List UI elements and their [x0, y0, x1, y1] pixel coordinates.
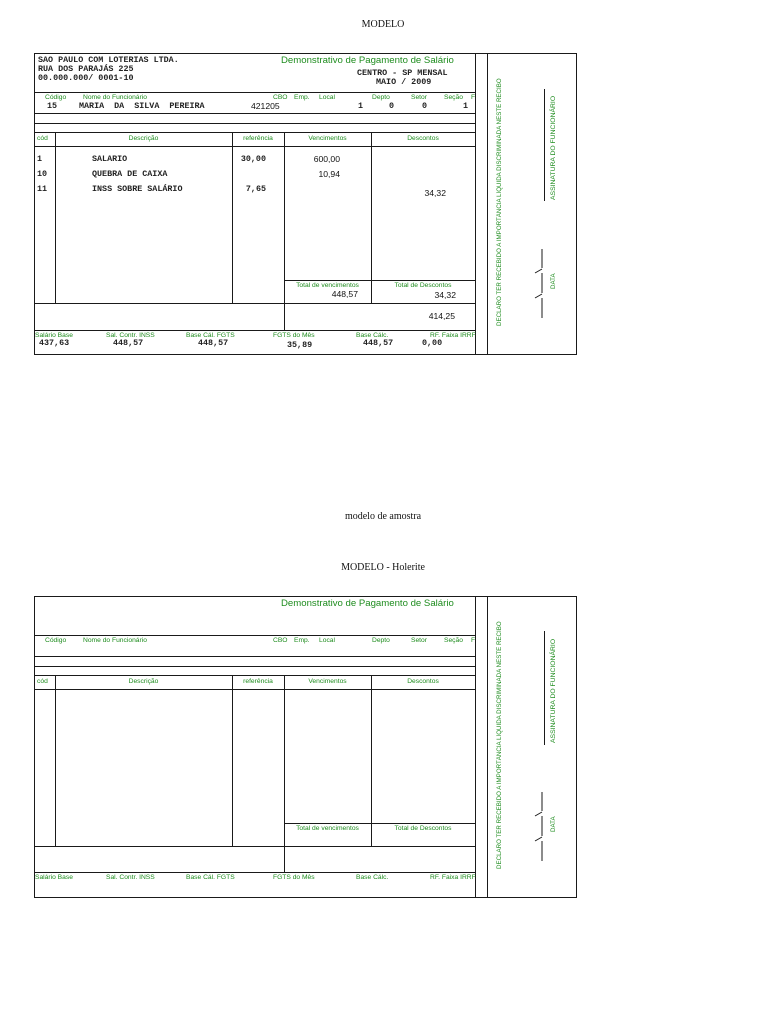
divider-line [35, 123, 475, 124]
label-codigo: Código [45, 637, 67, 644]
column-line [284, 675, 285, 872]
page-heading-second: MODELO - Holerite [341, 562, 425, 573]
label-salario-base: Salário Base [35, 874, 73, 881]
label-rf-faixa-irrf: RF. Faixa IRRF [430, 332, 476, 339]
employee-depto: 0 [389, 101, 395, 111]
item-descricao: SALARIO [92, 154, 128, 164]
label-total-vencimentos: Total de vencimentos [296, 282, 359, 289]
label-f: F [471, 637, 476, 644]
company-cnpj: 00.000.000/ 0001-10 [38, 73, 134, 83]
date-field [530, 244, 550, 324]
table-header-bottom-line [35, 689, 475, 690]
divider-line [35, 113, 475, 114]
column-header-cod: cód [37, 135, 48, 142]
employee-cbo: 421205 [251, 101, 280, 111]
form-title: Demonstrativo de Pagamento de Salário [281, 598, 454, 609]
label-total-descontos: Total de Descontos [394, 825, 452, 832]
item-descricao: INSS SOBRE SALÁRIO [92, 184, 183, 194]
column-header-referencia: referência [243, 135, 273, 142]
receipt-divider-line [487, 54, 488, 354]
label-total-vencimentos: Total de vencimentos [296, 825, 359, 832]
employee-setor: 0 [422, 101, 428, 111]
location-type: CENTRO - SP MENSAL [357, 68, 448, 78]
net-pay-value: 414,25 [428, 311, 455, 321]
divider-line [35, 872, 475, 873]
label-fgts-mes: FGTS do Mês [273, 332, 315, 339]
receipt-divider-line [475, 597, 476, 897]
label-base-cal-fgts: Base Cál. FGTS [186, 874, 235, 881]
form-title: Demonstrativo de Pagamento de Salário [281, 55, 454, 66]
label-total-descontos: Total de Descontos [394, 282, 452, 289]
label-sal-contr-inss: Sal. Contr. INSS [106, 332, 155, 339]
item-referencia: 30,00 [240, 154, 266, 164]
table-header-top-line [35, 675, 475, 676]
column-header-descontos: Descontos [407, 135, 439, 142]
date-field [530, 787, 550, 867]
table-header-top-line [35, 132, 475, 133]
company-name: SAO PAULO COM LOTERIAS LTDA. [38, 55, 179, 65]
column-header-referencia: referência [243, 678, 273, 685]
column-header-cod: cód [37, 678, 48, 685]
label-cbo: CBO [273, 637, 288, 644]
label-emp: Emp. [294, 637, 310, 644]
company-address: RUA DOS PARAJÁS 225 [38, 64, 134, 74]
table-row [35, 169, 475, 181]
signature-label: ASSINATURA DO FUNCIONÁRIO [550, 638, 557, 743]
item-cod: 10 [37, 169, 48, 179]
divider-line [35, 92, 475, 93]
divider-line [35, 846, 475, 847]
label-fgts-mes: FGTS do Mês [273, 874, 315, 881]
totals-line [284, 823, 475, 824]
table-row [35, 154, 475, 166]
base-calc-value: 448,57 [363, 338, 394, 348]
receipt-divider-line [475, 54, 476, 354]
fgts-mes-value: 35,89 [287, 340, 313, 350]
totals-line [284, 280, 475, 281]
label-emp: Emp. [294, 94, 310, 101]
label-rf-faixa-irrf: RF. Faixa IRRF [430, 874, 476, 881]
payslip-blank [34, 596, 577, 898]
label-codigo: Código [45, 94, 67, 101]
page-heading-top: MODELO [361, 19, 405, 30]
employee-codigo: 15 [47, 101, 58, 111]
label-nome-funcionario: Nome do Funcionário [83, 637, 147, 644]
column-line [232, 675, 233, 846]
date-label: DATA [550, 273, 557, 290]
label-local: Local [319, 637, 335, 644]
table-row [35, 184, 475, 196]
column-header-vencimentos: Vencimentos [308, 135, 347, 142]
item-cod: 1 [37, 154, 43, 164]
column-line [371, 675, 372, 846]
date-label: DATA [550, 816, 557, 833]
item-vencimentos: 600,00 [313, 154, 340, 164]
column-line [55, 675, 56, 846]
label-secao: Seção [444, 94, 463, 101]
label-setor: Setor [411, 637, 427, 644]
payslip-filled [34, 53, 577, 355]
employee-local: 1 [358, 101, 364, 111]
employee-nome: MARIA DA SILVA PEREIRA [79, 101, 205, 111]
total-vencimentos-value: 448,57 [331, 289, 358, 299]
label-base-calc: Base Cálc. [356, 874, 389, 881]
label-cbo: CBO [273, 94, 288, 101]
salario-base-value: 437,63 [39, 338, 70, 348]
receipt-divider-line [487, 597, 488, 897]
signature-line [544, 631, 545, 745]
sal-contr-inss-value: 448,57 [113, 338, 144, 348]
label-depto: Depto [372, 94, 390, 101]
base-cal-fgts-value: 448,57 [198, 338, 229, 348]
divider-line [35, 666, 475, 667]
column-header-descontos: Descontos [407, 678, 439, 685]
label-secao: Seção [444, 637, 463, 644]
label-salario-base: Salário Base [35, 332, 73, 339]
receipt-declaration: DECLARO TER RECEBIDO A IMPORTÂNCIA LÍQUIDA DISCRIMINADA NESTE RECIBO [496, 621, 503, 870]
label-setor: Setor [411, 94, 427, 101]
item-cod: 11 [37, 184, 48, 194]
label-local: Local [319, 94, 335, 101]
label-depto: Depto [372, 637, 390, 644]
rf-faixa-irrf-value: 0,00 [422, 338, 443, 348]
item-referencia: 7,65 [245, 184, 266, 194]
label-nome-funcionario: Nome do Funcionário [83, 94, 147, 101]
signature-label: ASSINATURA DO FUNCIONÁRIO [550, 95, 557, 200]
pay-period: MAIO / 2009 [376, 77, 432, 87]
divider-line [35, 330, 475, 331]
label-base-calc: Base Cálc. [356, 332, 389, 339]
label-base-cal-fgts: Base Cál. FGTS [186, 332, 235, 339]
total-descontos-value: 34,32 [434, 290, 456, 300]
column-header-descricao: Descrição [128, 678, 159, 685]
receipt-declaration: DECLARO TER RECEBIDO A IMPORTÂNCIA LÍQUIDA DISCRIMINADA NESTE RECIBO [496, 78, 503, 327]
item-vencimentos: 10,94 [318, 169, 340, 179]
column-header-descricao: Descrição [128, 135, 159, 142]
table-header-bottom-line [35, 146, 475, 147]
item-descontos: 34,32 [424, 188, 446, 198]
signature-line [544, 89, 545, 201]
label-sal-contr-inss: Sal. Contr. INSS [106, 874, 155, 881]
divider-line [35, 656, 475, 657]
column-header-vencimentos: Vencimentos [308, 678, 347, 685]
employee-secao: 1 [463, 101, 469, 111]
divider-line [35, 303, 475, 304]
page-caption: modelo de amostra [344, 511, 422, 522]
label-f: F [471, 94, 476, 101]
item-descricao: QUEBRA DE CAIXA [92, 169, 168, 179]
divider-line [35, 635, 475, 636]
